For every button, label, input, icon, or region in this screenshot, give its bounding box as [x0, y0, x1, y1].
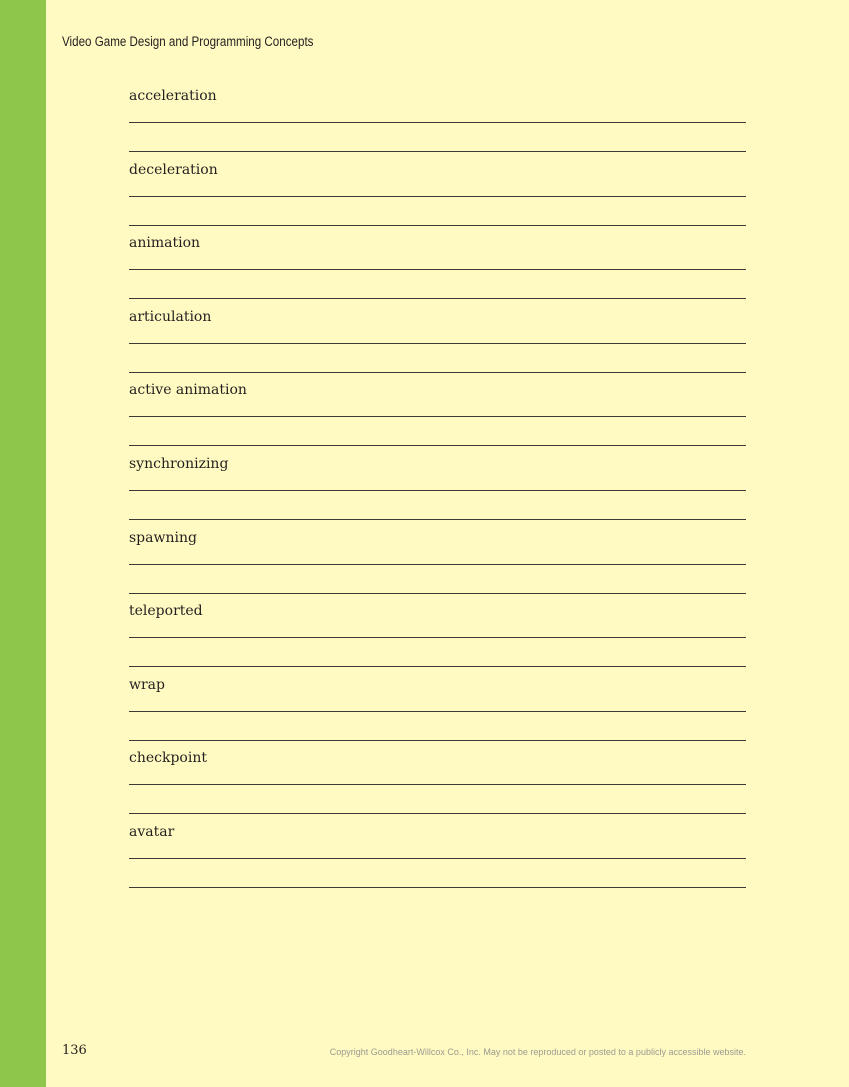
term-label: animation [129, 235, 201, 252]
term-label: active animation [129, 382, 247, 399]
running-header: Video Game Design and Programming Concepts [62, 34, 314, 49]
answer-line[interactable] [129, 196, 746, 197]
copyright-notice: Copyright Goodheart-Willcox Co., Inc. May not be reproduced or posted to a publicly accessible website. [329, 1047, 746, 1057]
term-label: spawning [129, 529, 197, 546]
answer-line[interactable] [129, 740, 746, 741]
answer-line[interactable] [129, 711, 746, 712]
answer-line[interactable] [129, 343, 746, 344]
answer-line[interactable] [129, 445, 746, 446]
answer-line[interactable] [129, 122, 746, 123]
term-label: acceleration [129, 88, 217, 104]
answer-line[interactable] [129, 858, 746, 859]
answer-line[interactable] [129, 519, 746, 520]
answer-line[interactable] [129, 887, 746, 888]
answer-line[interactable] [129, 416, 746, 417]
term-label: wrap [129, 676, 165, 693]
answer-line[interactable] [129, 593, 746, 594]
side-color-bar [0, 0, 46, 1087]
term-label: synchronizing [129, 456, 229, 472]
term-label: deceleration [129, 161, 218, 178]
term-label: articulation [129, 308, 212, 325]
term-label: checkpoint [129, 750, 207, 767]
answer-line[interactable] [129, 637, 746, 638]
answer-line[interactable] [129, 225, 746, 226]
term-label: teleported [129, 603, 203, 620]
page-number: 136 [62, 1043, 87, 1058]
answer-line[interactable] [129, 784, 746, 785]
answer-line[interactable] [129, 813, 746, 814]
answer-line[interactable] [129, 298, 746, 299]
answer-line[interactable] [129, 372, 746, 373]
answer-line[interactable] [129, 490, 746, 491]
term-label: avatar [129, 824, 175, 840]
answer-line[interactable] [129, 151, 746, 152]
answer-line[interactable] [129, 564, 746, 565]
answer-line[interactable] [129, 666, 746, 667]
answer-line[interactable] [129, 269, 746, 270]
